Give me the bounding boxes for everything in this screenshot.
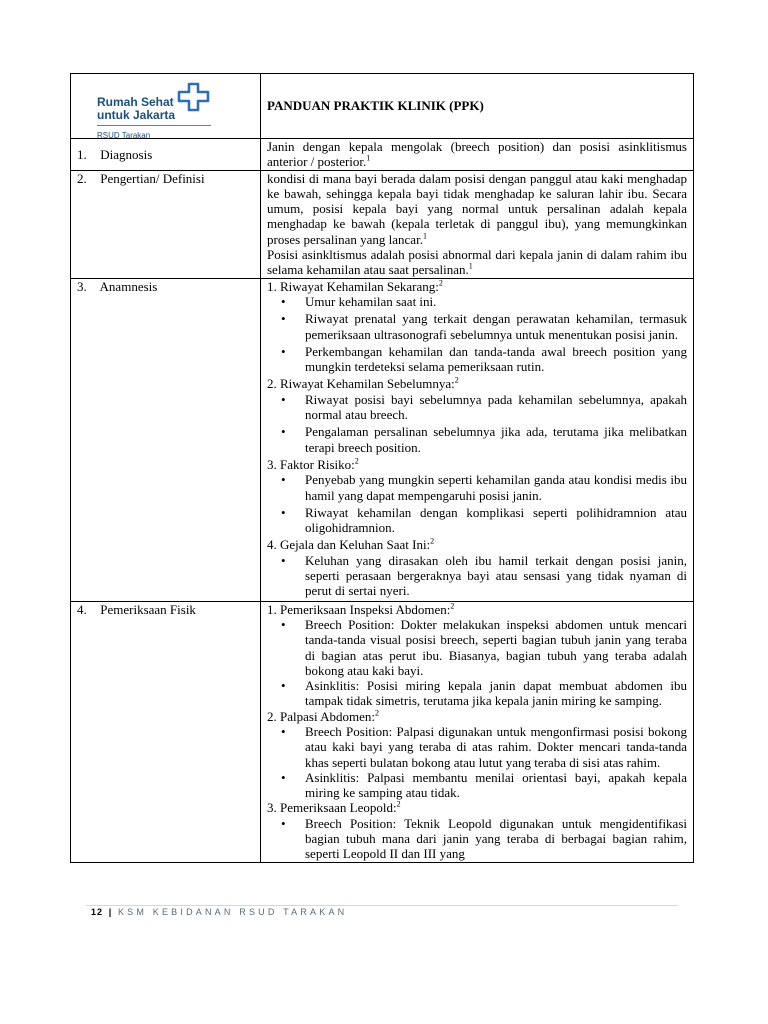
bullet-list: [267, 617, 687, 709]
bullet-list: [267, 294, 687, 374]
footer-text: KSM KEBIDANAN RSUD TARAKAN: [117, 907, 348, 917]
reference-mark: 1: [366, 153, 371, 163]
section-title-text: 4. Gejala dan Keluhan Saat Ini:: [267, 537, 431, 553]
bullet-list: [267, 472, 687, 535]
reference-mark: 2: [450, 601, 455, 611]
logo-line-2: untuk Jakarta: [97, 108, 176, 122]
footer-separator: |: [108, 907, 113, 917]
definition-paragraph: [267, 247, 687, 278]
row-number: 3.: [77, 278, 87, 294]
list-item: • Riwayat kehamilan dengan komplikasi seperti polihidramnion atau oligohidramnion.: [267, 505, 687, 536]
definition-paragraph: [267, 171, 687, 247]
list-item: • Keluhan yang dirasakan oleh ibu hamil terkait dengan posisi janin, seperti perasaan bergeraknya bayi atau sensasi yang tidak nyaman di perut di sertai nyeri.: [267, 553, 687, 599]
section-title: [267, 602, 687, 617]
list-item: • Pengalaman persalinan sebelumnya jika ada, terutama jika melibatkan terapi breech position.: [267, 424, 687, 455]
page-footer: [91, 907, 347, 917]
bullet-list: [267, 724, 687, 800]
footer-divider: [86, 905, 678, 906]
row-anamnesis: [71, 278, 694, 601]
row-label-cell: [71, 278, 261, 601]
row-label: Anamnesis: [99, 278, 158, 294]
row-number: 2.: [77, 170, 87, 186]
list-item: • Asinklitis: Palpasi membantu menilai orientasi bayi, apakah kepala miring ke samping atau tidak.: [267, 770, 687, 801]
logo-line-1: Rumah Sehat: [97, 95, 174, 109]
reference-mark: 1: [422, 231, 427, 241]
row-content-cell: [261, 170, 694, 278]
list-item: • Breech Position: Dokter melakukan inspeksi abdomen untuk mencari tanda-tanda visual posisi breech, seperti bagian tubuh janin yang teraba di bagian atas perut ibu. Biasanya, bagian tubuh yang teraba adalah bokong atau kaki bayi.: [267, 617, 687, 678]
row-label-cell: [71, 170, 261, 278]
document-title: PANDUAN PRAKTIK KLINIK (PPK): [261, 74, 694, 139]
definition-text: kondisi di mana bayi berada dalam posisi dengan panggul atau kaki menghadap ke bawah, sehingga kepala bayi tidak menghadap ke saluran lahir ibu. Secara umum, posisi kepala bayi yang normal untuk persalinan adalah kepala menghadap ke bawah (kepala terletak di panggul ibu), yang memungkinkan proses persalinan yang lancar.: [267, 170, 687, 247]
bullet-list: [267, 553, 687, 599]
ppk-table: [70, 73, 694, 863]
reference-mark: 2: [438, 278, 443, 288]
reference-mark: 2: [430, 537, 435, 547]
section-title: [267, 709, 687, 724]
logo-cell: [71, 74, 261, 139]
section-title-text: 3. Pemeriksaan Leopold:: [267, 800, 397, 816]
row-content-cell: [261, 278, 694, 601]
list-item: • Perkembangan kehamilan dan tanda-tanda awal breech position yang mungkin terdeteksi selama pemeriksaan rutin.: [267, 344, 687, 375]
reference-mark: 2: [354, 456, 359, 466]
section-title-text: 2. Palpasi Abdomen:: [267, 708, 375, 724]
page-number: 12: [91, 907, 104, 917]
health-cross-icon: [177, 82, 211, 112]
section-title: [267, 800, 687, 815]
section-title-text: 2. Riwayat Kehamilan Sebelumnya:: [267, 376, 455, 392]
list-item: • Riwayat prenatal yang terkait dengan perawatan kehamilan, termasuk pemeriksaan ultrasonografi sebelumnya untuk menentukan posisi janin.: [267, 311, 687, 342]
section-title-text: 1. Riwayat Kehamilan Sekarang:: [267, 278, 439, 294]
definition-text: Posisi asinkltismus adalah posisi abnormal dari kepala janin di dalam rahim ibu selama kehamilan atau saat persalinan.: [267, 247, 687, 278]
logo-divider: [97, 125, 211, 126]
logo-line-3: RSUD Tarakan: [97, 131, 151, 140]
list-item: • Breech Position: Teknik Leopold digunakan untuk mengidentifikasi bagian tubuh mana dari janin yang teraba di berbagai bagian rahim, seperti Leopold II dan III yang: [267, 816, 687, 862]
section-title-text: 1. Pemeriksaan Inspeksi Abdomen:: [267, 601, 451, 617]
row-definisi: [71, 170, 694, 278]
row-label: Pemeriksaan Fisik: [100, 601, 196, 617]
row-diagnosis: [71, 139, 694, 171]
section-title: [267, 457, 687, 472]
reference-mark: 2: [454, 376, 459, 386]
reference-mark: 2: [396, 800, 401, 810]
row-content-cell: [261, 139, 694, 171]
list-item: • Umur kehamilan saat ini.: [267, 294, 687, 309]
row-content-cell: [261, 601, 694, 862]
row-number: 4.: [77, 601, 87, 617]
section-title: [267, 537, 687, 552]
row-pemeriksaan-fisik: [71, 601, 694, 862]
row-label: Diagnosis: [100, 146, 153, 162]
reference-mark: 2: [374, 708, 379, 718]
bullet-list: [267, 392, 687, 455]
row-number: 1.: [77, 146, 87, 162]
reference-mark: 1: [468, 262, 473, 272]
section-title-text: 3. Faktor Risiko:: [267, 456, 355, 472]
header-row: [71, 74, 694, 139]
list-item: • Asinklitis: Posisi miring kepala janin dapat membuat abdomen ibu tampak tidak simetris, terutama jika kepala janin miring ke samping.: [267, 678, 687, 709]
hospital-logo: [97, 82, 257, 140]
list-item: • Penyebab yang mungkin seperti kehamilan ganda atau kondisi medis ibu hamil yang dapat mempengaruhi posisi janin.: [267, 472, 687, 503]
diagnosis-text: Janin dengan kepala mengolak (breech position) dan posisi asinklitismus anterior / posterior.: [267, 139, 687, 170]
section-title: [267, 279, 687, 294]
row-label-cell: [71, 601, 261, 862]
section-title: [267, 376, 687, 391]
row-label: Pengertian/ Definisi: [100, 170, 205, 186]
bullet-list: [267, 816, 687, 862]
list-item: • Riwayat posisi bayi sebelumnya pada kehamilan sebelumnya, apakah normal atau breech.: [267, 392, 687, 423]
list-item: • Breech Position: Palpasi digunakan untuk mengonfirmasi posisi bokong atau kaki bayi yang teraba di atas rahim. Dokter mencari tanda-tanda khas seperti bulatan bokong atau lutut yang teraba di sisi atas rahim.: [267, 724, 687, 770]
